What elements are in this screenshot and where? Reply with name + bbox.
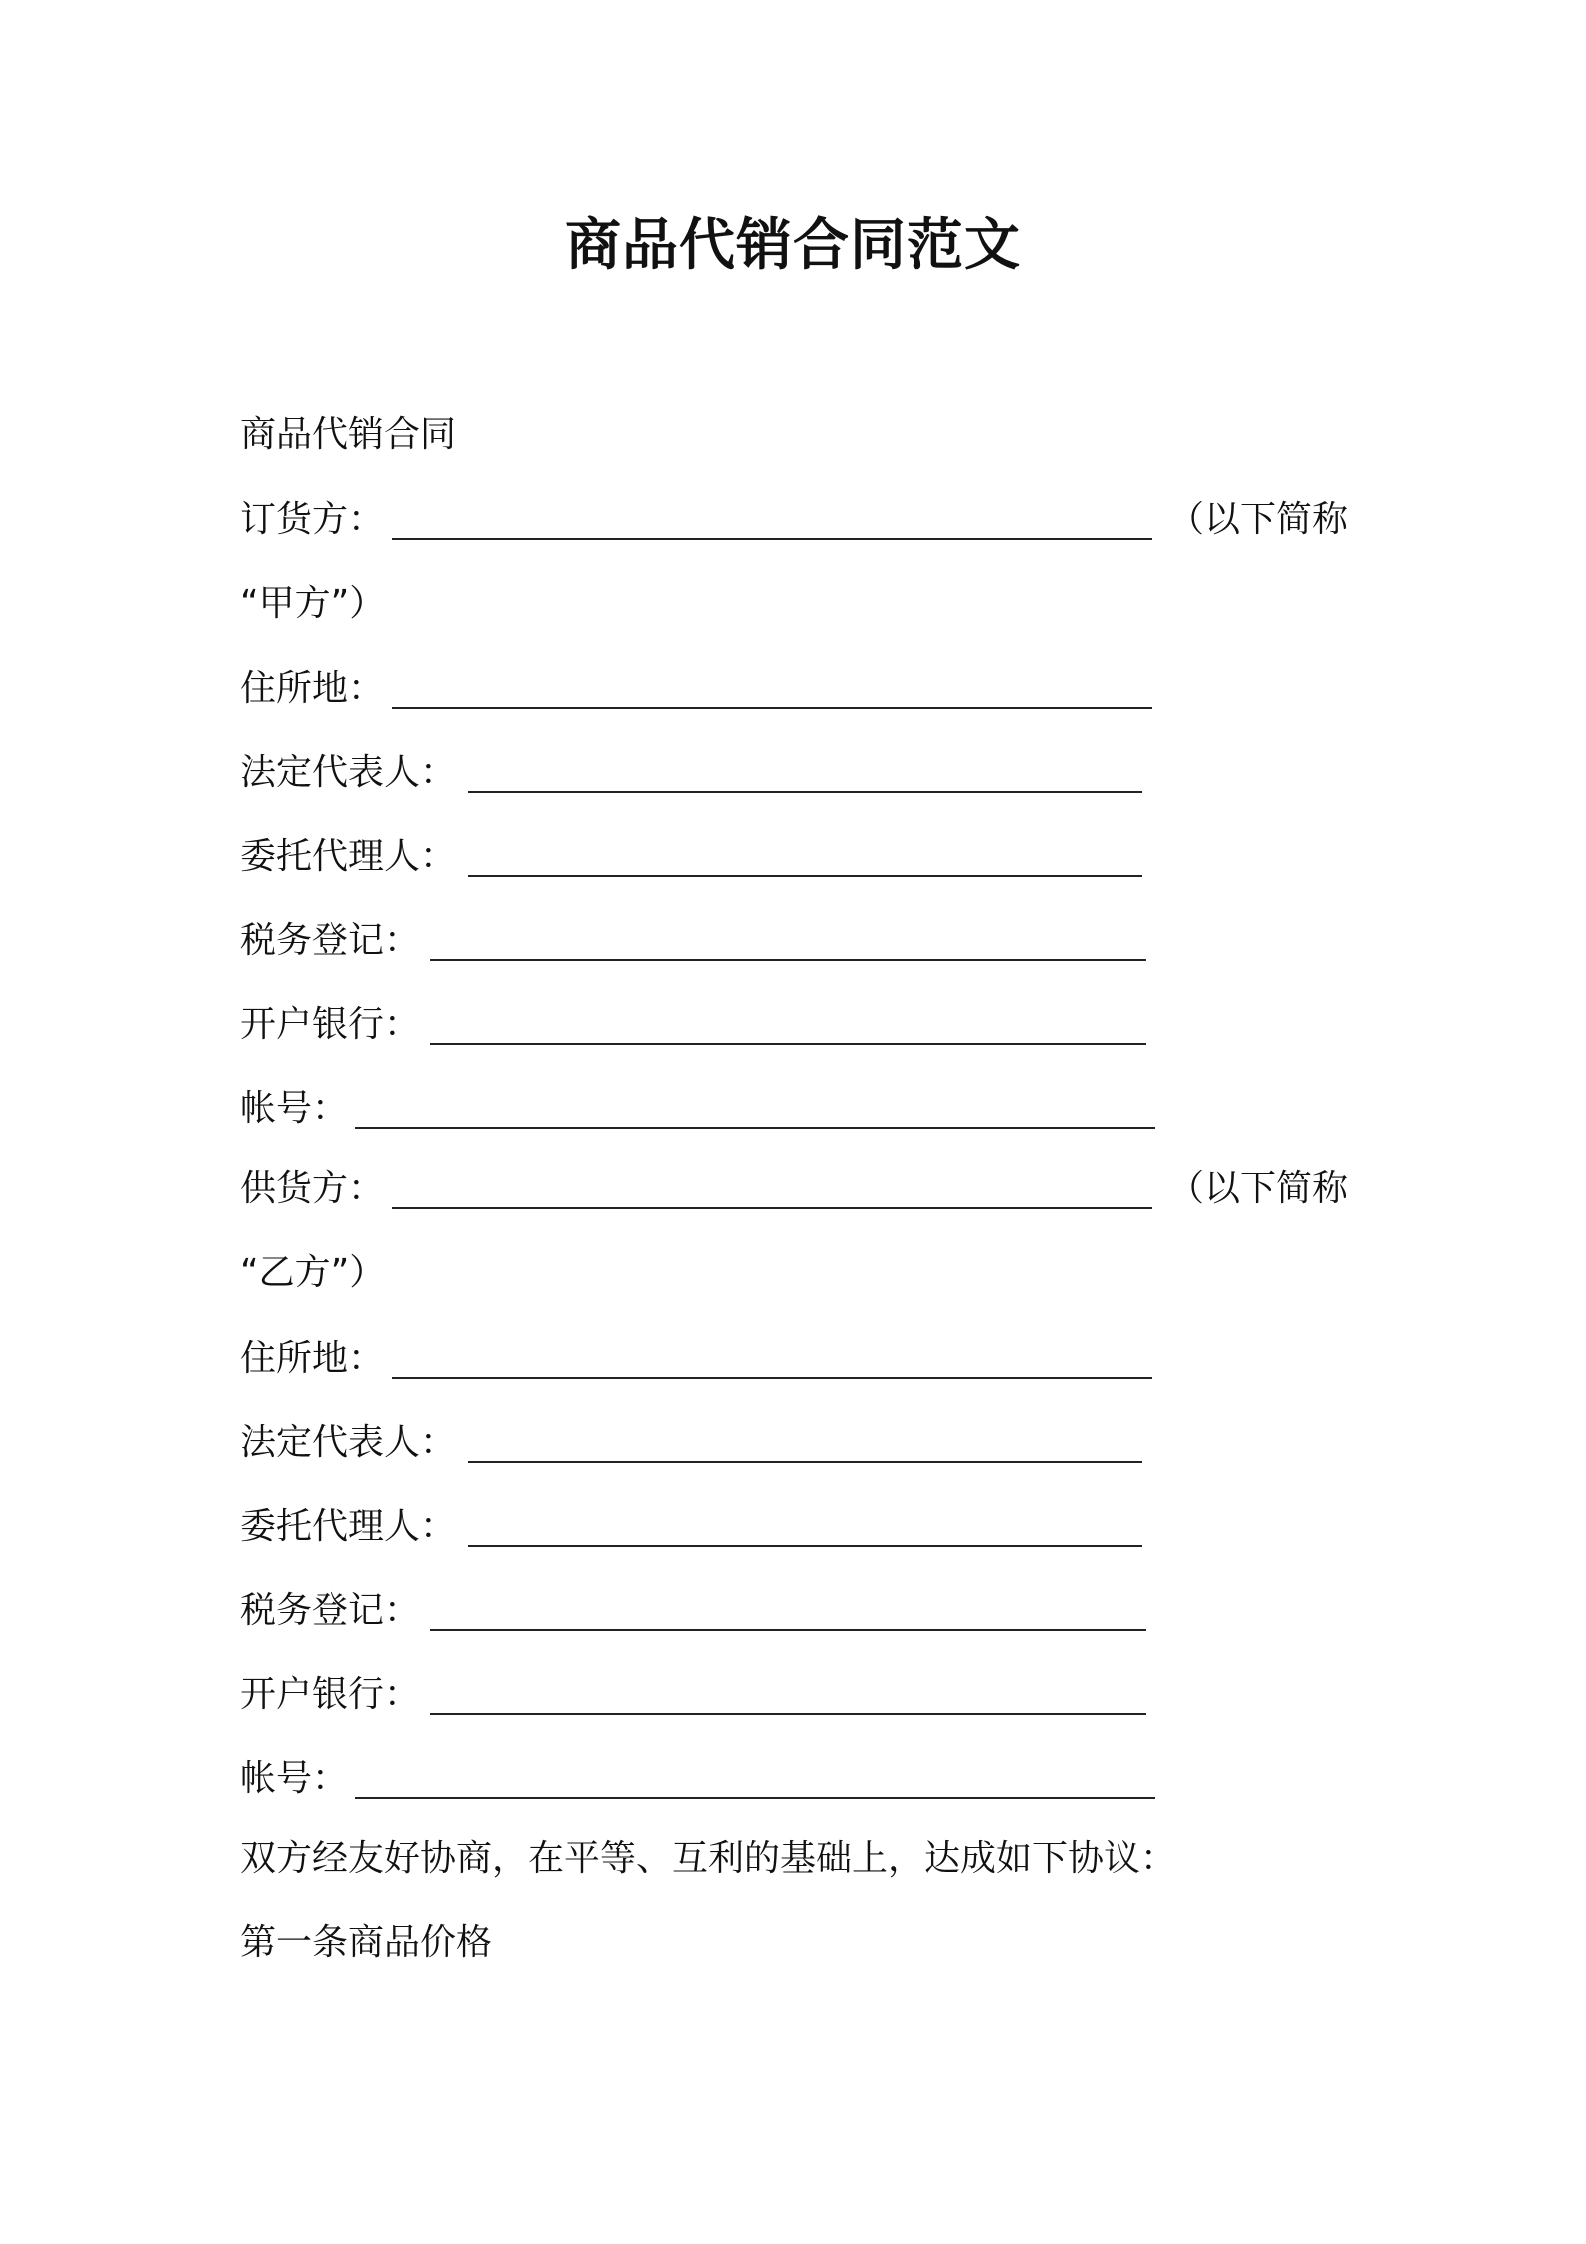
party-b-alias: “乙方”） [240,1252,386,1293]
party-a-alias: “甲方”） [240,583,386,624]
party-a-address-blank[interactable] [392,707,1152,709]
party-a-legal-rep-label: 法定代表人： [240,752,457,793]
party-a-bank-label: 开户银行： [240,1004,421,1045]
party-b-suffix: （以下简称 [1168,1168,1349,1209]
party-b-tax-blank[interactable] [430,1629,1146,1631]
agreement-intro: 双方经友好协商，在平等、互利的基础上，达成如下协议： [240,1838,1177,1879]
party-a-address-label: 住所地： [240,668,385,709]
party-a-account-label: 帐号： [240,1088,349,1129]
party-b-address-blank[interactable] [392,1377,1152,1379]
party-a-suffix: （以下简称 [1168,499,1349,540]
party-b-agent-label: 委托代理人： [240,1506,457,1547]
party-a-legal-rep-blank[interactable] [468,791,1142,793]
document-title: 商品代销合同范文 [565,213,1021,278]
party-a-bank-blank[interactable] [430,1043,1146,1045]
party-b-bank-blank[interactable] [430,1713,1146,1715]
article-1-heading: 第一条商品价格 [240,1922,493,1963]
party-b-address-label: 住所地： [240,1338,385,1379]
party-b-legal-rep-label: 法定代表人： [240,1422,457,1463]
party-b-bank-label: 开户银行： [240,1674,421,1715]
party-a-agent-label: 委托代理人： [240,836,457,877]
party-b-label: 供货方： [240,1168,385,1209]
contract-subtitle: 商品代销合同 [240,414,457,455]
party-b-legal-rep-blank[interactable] [468,1461,1142,1463]
party-b-agent-blank[interactable] [468,1545,1142,1547]
party-a-blank[interactable] [392,538,1152,540]
party-b-tax-label: 税务登记： [240,1590,421,1631]
party-a-agent-blank[interactable] [468,875,1142,877]
party-b-blank[interactable] [392,1207,1152,1209]
party-a-tax-label: 税务登记： [240,920,421,961]
party-a-label: 订货方： [240,499,385,540]
party-a-account-blank[interactable] [355,1127,1155,1129]
party-b-account-blank[interactable] [355,1797,1155,1799]
party-b-account-label: 帐号： [240,1758,349,1799]
party-a-tax-blank[interactable] [430,959,1146,961]
